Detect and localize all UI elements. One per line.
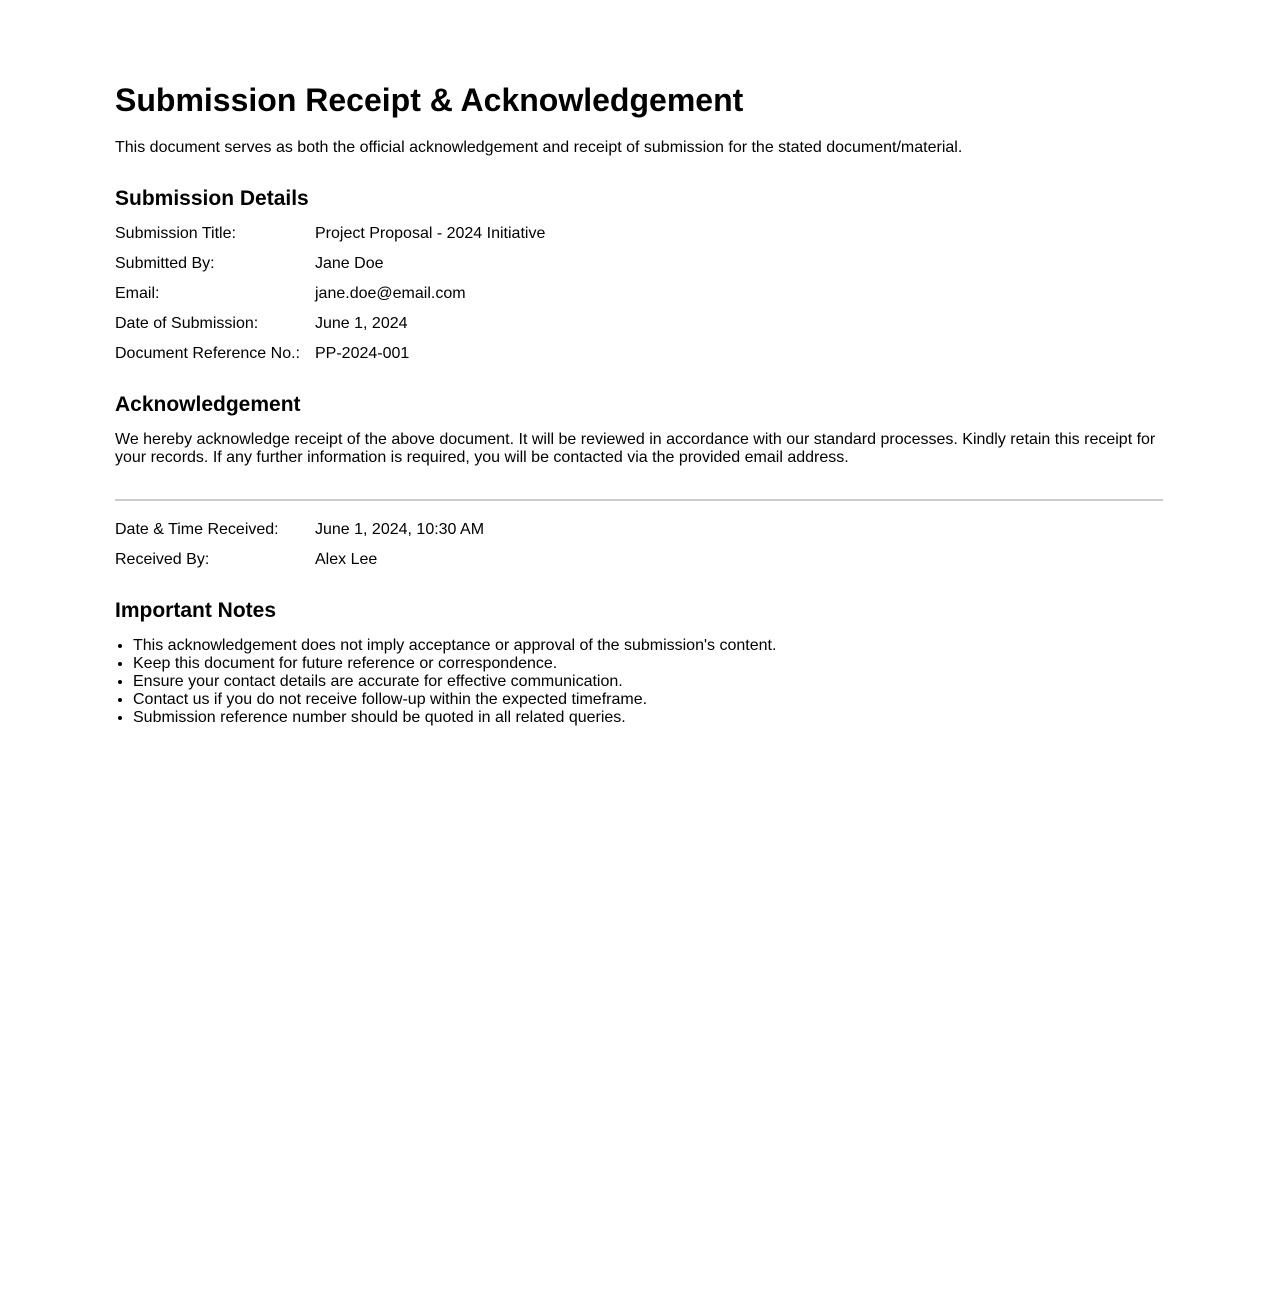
note-item: • Submission reference number should be quoted in all related queries. xyxy=(133,709,1163,727)
field-value: June 1, 2024, 10:30 AM xyxy=(315,521,485,538)
field-label: Received By: xyxy=(115,551,210,568)
important-notes-heading: Important Notes xyxy=(115,599,277,622)
field-row-date-of-submission xyxy=(115,315,1163,333)
field-row-submitted-by xyxy=(115,255,1163,273)
field-row-submission-title xyxy=(115,225,1163,243)
intro-text: This document serves as both the official acknowledgement and receipt of submission for the stated document/material. xyxy=(115,139,963,156)
field-row-document-reference xyxy=(115,345,1163,363)
field-label: Submitted By: xyxy=(115,255,215,272)
field-label: Date of Submission: xyxy=(115,315,259,332)
note-item: • Contact us if you do not receive follow-up within the expected timeframe. xyxy=(133,691,1163,709)
field-value: Project Proposal - 2024 Initiative xyxy=(315,225,546,242)
note-item: • This acknowledgement does not imply acceptance or approval of the submission's content. xyxy=(133,637,1163,655)
submission-details-heading: Submission Details xyxy=(115,187,309,210)
field-row-received-by xyxy=(115,551,1163,569)
page-title: Submission Receipt & Acknowledgement xyxy=(115,82,744,118)
note-item: • Keep this document for future reference or correspondence. xyxy=(133,655,1163,673)
field-value: Jane Doe xyxy=(315,255,384,272)
field-row-email xyxy=(115,285,1163,303)
important-notes-list xyxy=(115,637,1163,727)
acknowledgement-heading: Acknowledgement xyxy=(115,393,301,416)
receipt-info-list xyxy=(115,521,1163,569)
field-value: PP-2024-001 xyxy=(315,345,410,362)
section-divider xyxy=(115,499,1163,501)
field-label: Submission Title: xyxy=(115,225,236,242)
acknowledgement-text: We hereby acknowledge receipt of the above document. It will be reviewed in accordance with our standard processes. Kindly retain this receipt for your records. If any further information is required, you will be contacted via the provided email address. xyxy=(115,431,1156,466)
field-value: June 1, 2024 xyxy=(315,315,408,332)
note-item: • Ensure your contact details are accurate for effective communication. xyxy=(133,673,1163,691)
field-label: Email: xyxy=(115,285,160,302)
field-label: Date & Time Received: xyxy=(115,521,279,538)
submission-details-list xyxy=(115,225,1163,363)
field-row-date-time-received xyxy=(115,521,1163,539)
field-value: Alex Lee xyxy=(315,551,378,568)
field-label: Document Reference No.: xyxy=(115,345,300,362)
field-value: jane.doe@email.com xyxy=(315,285,466,302)
